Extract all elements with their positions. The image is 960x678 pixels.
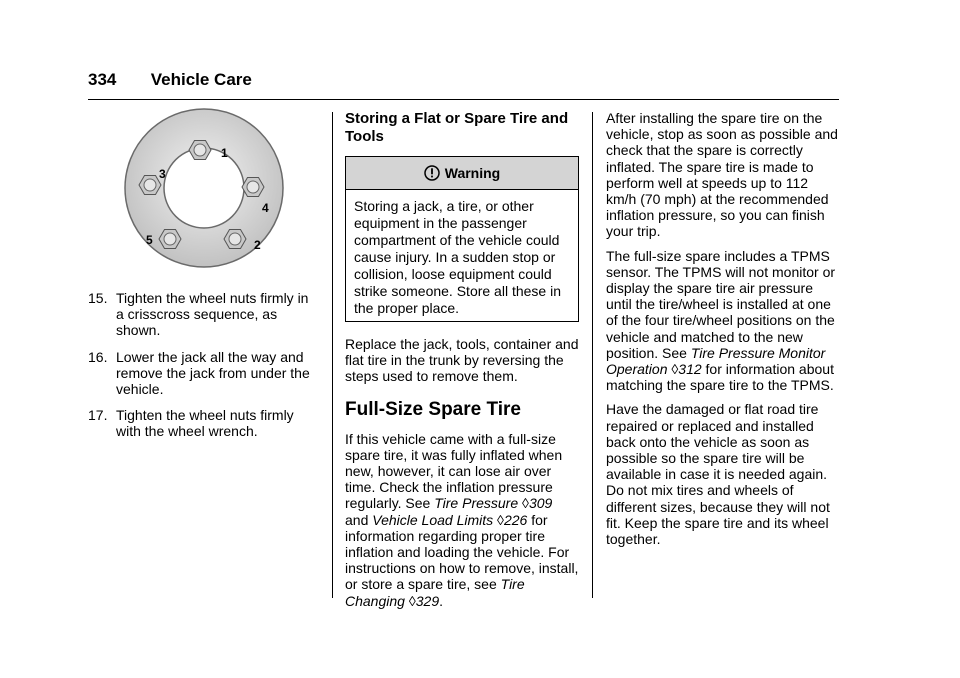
body-text: If this vehicle came with a full-size spare tire, it was fully inflated when new, however, it can lose air over time. Check the inflation pressure regularly. See — [345, 430, 563, 512]
xref-tire-pressure[interactable]: Tire Pressure — [434, 495, 519, 512]
header-rule — [88, 99, 839, 100]
nut-label-3: 3 — [159, 167, 166, 181]
page-ref[interactable]: 226 — [503, 511, 528, 528]
step-text: Lower the jack all the way and remove the jack from under the vehicle. — [116, 348, 310, 398]
nut-label-1: 1 — [221, 146, 228, 160]
col3-paragraph-2 — [606, 248, 840, 394]
col3-paragraph-3: Have the damaged or flat road tire repaired or replaced and installed back onto the vehicle as soon as possible so the spare tire will be available in case it is needed again. Do not mix tires and wheels of different sizes, because they will not fit. Keep the spare tire and its wheel together. — [606, 401, 830, 548]
nut-label-4: 4 — [262, 201, 269, 215]
page-ref[interactable]: 329 — [415, 592, 440, 609]
xref-vehicle-load-limits[interactable]: Vehicle Load Limits — [372, 511, 494, 528]
xref-tpms-operation[interactable]: Tire Pressure Monitor Operation — [606, 344, 826, 378]
body-text: for information regarding proper tire inflation and loading the vehicle. For instructions on how to remove, install, or store a spare tire, see — [345, 511, 579, 593]
step-number: 17. — [88, 407, 108, 424]
page-ref-icon: ◊ — [671, 361, 679, 378]
list-item — [88, 407, 320, 439]
page-ref-icon: ◊ — [522, 495, 529, 512]
warning-title: Warning — [444, 164, 501, 181]
lug-nut-2 — [224, 230, 246, 249]
column-1 — [88, 108, 320, 450]
nut-label-2: 2 — [254, 238, 261, 252]
storing-paragraph: Replace the jack, tools, container and flat tire in the trunk by reversing the steps used to remove them. — [345, 336, 579, 385]
body-text: The full-size spare includes a TPMS sensor. The TPMS will not monitor or display the spare tire air pressure until the tire/wheel is installed at one of the four tire/wheel positions on the vehicle and matched to the new position. See — [606, 247, 836, 361]
warning-header — [346, 157, 578, 190]
fullsize-paragraph — [345, 431, 579, 609]
col3-paragraph-1: After installing the spare tire on the vehicle, stop as soon as possible and check that the spare is correctly inflated. The spare tire is made to perform well at speeds up to 112 km/h (70 mph) at the recommended inflation pressure, so you can finish your trip. — [606, 110, 838, 240]
lug-nut-5 — [159, 230, 181, 249]
list-item — [88, 290, 320, 339]
lug-nut-4 — [242, 178, 264, 197]
step-text: Tighten the wheel nuts firmly with the wheel wrench. — [116, 407, 294, 440]
column-divider-1 — [332, 112, 333, 598]
warning-text: Storing a jack, a tire, or other equipment in the passenger compartment of the vehicle could cause injury. In a sudden stop or collision, loose equipment could strike someone. Store all these in the proper place. — [354, 198, 561, 316]
section-title: Vehicle Care — [150, 70, 252, 89]
body-text: and — [345, 511, 373, 528]
storing-heading: Storing a Flat or Spare Tire and Tools — [345, 110, 569, 145]
column-divider-2 — [592, 112, 593, 598]
body-text: . — [439, 592, 443, 609]
wheel-nut-sequence-figure — [124, 108, 284, 268]
step-text: Tighten the wheel nuts firmly in a crisscross sequence, as shown. — [116, 290, 309, 339]
step-list — [88, 290, 320, 440]
list-item — [88, 349, 320, 398]
lug-nut-1 — [189, 141, 211, 160]
fullsize-heading: Full-Size Spare Tire — [345, 398, 521, 420]
nut-label-5: 5 — [146, 233, 153, 247]
page-number: 334 — [88, 70, 117, 89]
page-ref-icon: ◊ — [408, 592, 416, 609]
page-header — [88, 70, 252, 90]
step-number: 16. — [88, 348, 108, 365]
warning-icon — [424, 165, 440, 181]
column-3 — [606, 110, 840, 555]
body-text: for information about matching the spare tire to the TPMS. — [606, 361, 834, 394]
page-ref-icon: ◊ — [497, 511, 504, 528]
step-number: 15. — [88, 290, 108, 306]
xref-tire-changing[interactable]: Tire Changing — [345, 576, 525, 609]
page-ref[interactable]: 312 — [678, 361, 702, 378]
lug-nut-3 — [139, 176, 161, 195]
page-ref[interactable]: 309 — [528, 495, 553, 512]
column-2 — [345, 110, 579, 617]
warning-box — [345, 156, 579, 322]
